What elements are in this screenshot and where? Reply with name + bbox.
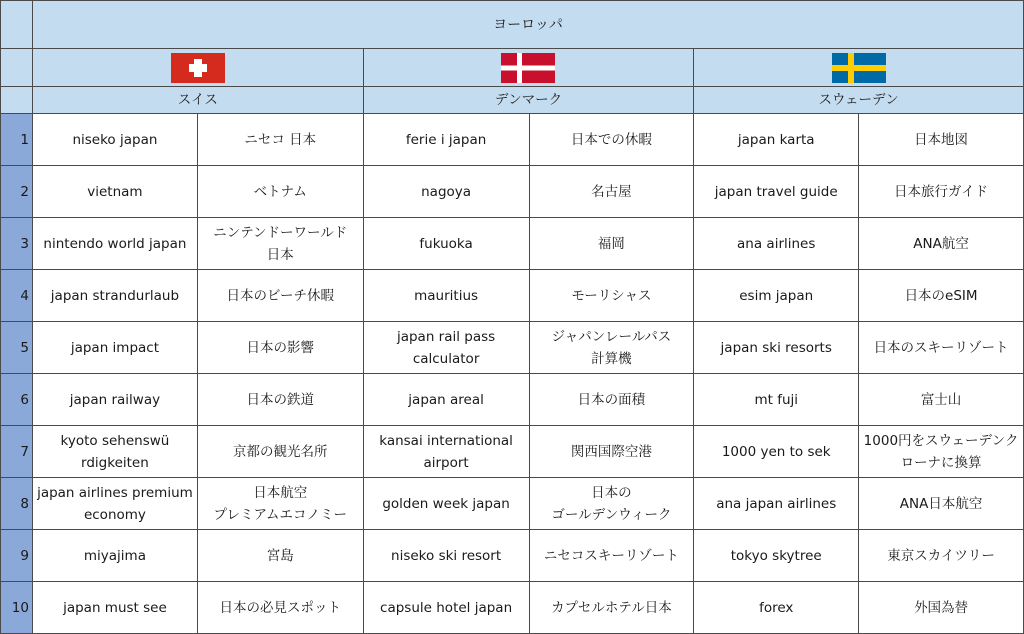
country-header: スウェーデン	[694, 87, 1024, 114]
row-number: 9	[1, 530, 33, 582]
keyword-cell: japan karta	[694, 114, 859, 166]
table-row	[1, 218, 1024, 270]
translation-cell: ANA日本航空	[859, 478, 1024, 530]
keyword-cell: japan railway	[32, 374, 197, 426]
translation-cell: 日本旅行ガイド	[859, 166, 1024, 218]
keyword-cell: nintendo world japan	[32, 218, 197, 270]
keyword-cell: japan airlines premium economy	[32, 478, 197, 530]
row-number: 6	[1, 374, 33, 426]
keyword-cell: tokyo skytree	[694, 530, 859, 582]
swedish-flag-icon	[832, 53, 886, 83]
translation-cell: 福岡	[529, 218, 694, 270]
keyword-cell: ferie i japan	[363, 114, 529, 166]
keyword-cell: japan must see	[32, 582, 197, 634]
keyword-cell: ana airlines	[694, 218, 859, 270]
translation-cell: 日本の ゴールデンウィーク	[529, 478, 694, 530]
keyword-cell: kyoto sehenswü rdigkeiten	[32, 426, 197, 478]
translation-cell: 日本での休暇	[529, 114, 694, 166]
keyword-cell: niseko ski resort	[363, 530, 529, 582]
keyword-cell: golden week japan	[363, 478, 529, 530]
keyword-cell: mauritius	[363, 270, 529, 322]
translation-cell: 日本航空 プレミアムエコノミー	[197, 478, 363, 530]
flag-cell-switzerland	[32, 49, 363, 87]
translation-cell: 日本のeSIM	[859, 270, 1024, 322]
row-number: 3	[1, 218, 33, 270]
translation-cell: 日本のスキーリゾート	[859, 322, 1024, 374]
translation-cell: 日本のビーチ休暇	[197, 270, 363, 322]
row-number: 7	[1, 426, 33, 478]
translation-cell: 関西国際空港	[529, 426, 694, 478]
translation-cell: ニセコスキーリゾート	[529, 530, 694, 582]
translation-cell: 日本の面積	[529, 374, 694, 426]
translation-cell: ニンテンドーワールド 日本	[197, 218, 363, 270]
translation-cell: ジャパンレールパス 計算機	[529, 322, 694, 374]
keyword-cell: 1000 yen to sek	[694, 426, 859, 478]
row-number: 2	[1, 166, 33, 218]
keyword-cell: esim japan	[694, 270, 859, 322]
keyword-cell: japan strandurlaub	[32, 270, 197, 322]
table-row	[1, 374, 1024, 426]
keyword-cell: vietnam	[32, 166, 197, 218]
table-row	[1, 530, 1024, 582]
translation-cell: ANA航空	[859, 218, 1024, 270]
danish-flag-icon	[501, 53, 555, 83]
row-number: 5	[1, 322, 33, 374]
table-row	[1, 270, 1024, 322]
corner-cell	[1, 1, 33, 49]
table-row	[1, 322, 1024, 374]
table-row	[1, 166, 1024, 218]
flag-cell-sweden	[694, 49, 1024, 87]
row-number: 4	[1, 270, 33, 322]
translation-cell: カプセルホテル日本	[529, 582, 694, 634]
translation-cell: ニセコ 日本	[197, 114, 363, 166]
table-row	[1, 114, 1024, 166]
keyword-cell: fukuoka	[363, 218, 529, 270]
translation-cell: 日本の鉄道	[197, 374, 363, 426]
keyword-cell: ana japan airlines	[694, 478, 859, 530]
keyword-cell: nagoya	[363, 166, 529, 218]
keyword-cell: japan ski resorts	[694, 322, 859, 374]
translation-cell: モーリシャス	[529, 270, 694, 322]
keyword-cell: niseko japan	[32, 114, 197, 166]
keyword-cell: japan impact	[32, 322, 197, 374]
translation-cell: ベトナム	[197, 166, 363, 218]
table-row	[1, 426, 1024, 478]
corner-cell	[1, 49, 33, 87]
row-number: 10	[1, 582, 33, 634]
keyword-cell: capsule hotel japan	[363, 582, 529, 634]
translation-cell: 日本地図	[859, 114, 1024, 166]
translation-cell: 日本の必見スポット	[197, 582, 363, 634]
translation-cell: 日本の影響	[197, 322, 363, 374]
keyword-cell: kansai international airport	[363, 426, 529, 478]
translation-cell: 宮島	[197, 530, 363, 582]
region-header: ヨーロッパ	[32, 1, 1023, 49]
keyword-cell: forex	[694, 582, 859, 634]
swiss-flag-icon	[171, 53, 225, 83]
table-row	[1, 582, 1024, 634]
corner-cell	[1, 87, 33, 114]
country-header: スイス	[32, 87, 363, 114]
row-number: 8	[1, 478, 33, 530]
translation-cell: 名古屋	[529, 166, 694, 218]
translation-cell: 富士山	[859, 374, 1024, 426]
translation-cell: 1000円をスウェーデンク ローナに換算	[859, 426, 1024, 478]
row-number: 1	[1, 114, 33, 166]
keyword-cell: japan areal	[363, 374, 529, 426]
keyword-cell: miyajima	[32, 530, 197, 582]
keyword-cell: mt fuji	[694, 374, 859, 426]
translation-cell: 京都の観光名所	[197, 426, 363, 478]
translation-cell: 東京スカイツリー	[859, 530, 1024, 582]
keyword-cell: japan rail pass calculator	[363, 322, 529, 374]
translation-cell: 外国為替	[859, 582, 1024, 634]
country-header: デンマーク	[363, 87, 694, 114]
flag-cell-denmark	[363, 49, 694, 87]
table-row	[1, 478, 1024, 530]
keyword-cell: japan travel guide	[694, 166, 859, 218]
